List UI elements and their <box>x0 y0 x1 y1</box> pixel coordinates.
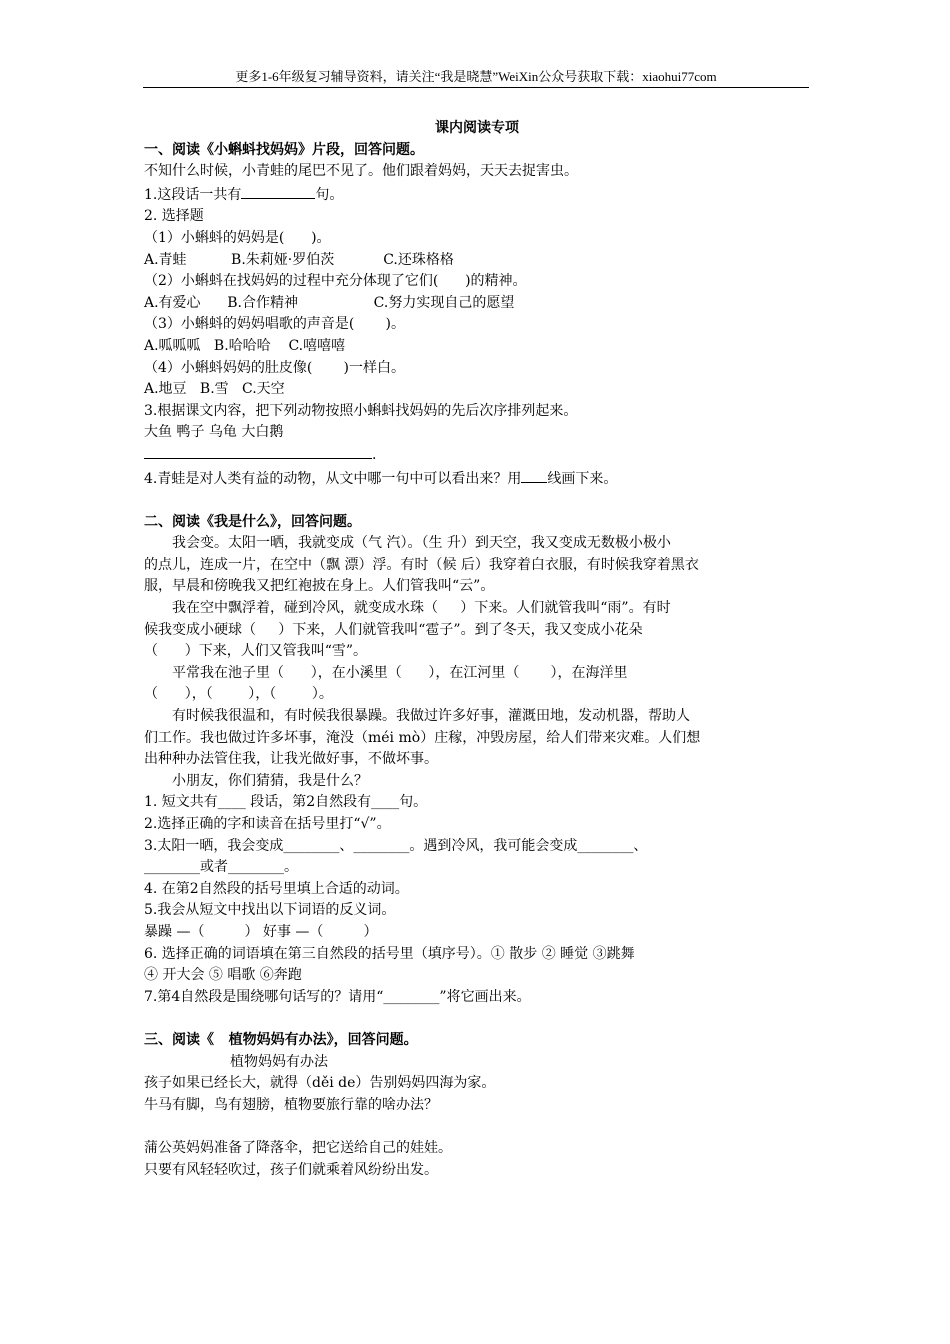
section1-q2-4-options: A.地豆 B.雪 C.天空 <box>144 381 285 398</box>
section1-q4 <box>144 467 810 491</box>
section1-q3: 3.根据课文内容，把下列动物按照小蝌蚪找妈妈的先后次序排列起来。 <box>144 402 578 419</box>
section2-p5: 小朋友，你们猜猜，我是什么？ <box>172 772 368 789</box>
section1-heading: 一、阅读《小蝌蚪找妈妈》片段，回答问题。 <box>144 141 424 158</box>
section2-p3-line1: 平常我在池子里（ ），在小溪里（ ），在江河里（ ），在海洋里 <box>172 664 628 681</box>
page-header: 更多1-6年级复习辅导资料，请关注“我是晓慧”WeiXin公众号获取下载：xiaohui77com <box>235 69 717 84</box>
section3-poem-title: 植物妈妈有办法 <box>230 1053 328 1070</box>
section2-p1-line1: 我会变。太阳一晒，我就变成（气 汽）。（生 升）到天空，我又变成无数极小极小 <box>172 535 671 552</box>
section1-q2-1-options: A.青蛙 B.朱莉娅·罗伯茨 C.还珠格格 <box>144 251 454 268</box>
section2-p2-line1: 我在空中飘浮着，碰到冷风，就变成水珠（ ）下来。人们就管我叫“雨”。有时 <box>172 600 671 617</box>
q4-prefix: 4.青蛙是对人类有益的动物，从文中哪一句中可以看出来？用 <box>144 470 522 487</box>
q1-blank[interactable] <box>241 183 315 199</box>
section3-poem-line3: 蒲公英妈妈准备了降落伞，把它送给自己的娃娃。 <box>144 1139 452 1156</box>
section1-q2-3-options: A.呱呱呱 B.哈哈哈 C.嘻嘻嘻 <box>144 337 346 354</box>
q1-prefix: 1.这段话一共有 <box>144 186 242 203</box>
section2-p3-line2: （ ），（ ），（ ）。 <box>144 686 333 703</box>
section2-p2-line3: （ ）下来，人们又管我叫“雪”。 <box>144 643 368 660</box>
section2-q3-line2: ________或者________。 <box>144 859 298 876</box>
section1-q2-2: （2）小蝌蚪在找妈妈的过程中充分体现了它们( )的精神。 <box>144 273 527 290</box>
page-title: 课内阅读专项 <box>435 120 519 136</box>
section1-passage: 不知什么时候，小青蛙的尾巴不见了。他们跟着妈妈，天天去捉害虫。 <box>144 163 578 180</box>
section2-heading: 二、阅读《我是什么》，回答问题。 <box>144 513 361 530</box>
section2-p4-line1: 有时候我很温和，有时候我很暴躁。我做过许多好事，灌溉田地，发动机器，帮助人 <box>172 708 690 725</box>
section2-q2: 2.选择正确的字和读音在括号里打“√”。 <box>144 816 391 832</box>
section3-poem-line4: 只要有风轻轻吹过，孩子们就乘着风纷纷出发。 <box>144 1161 438 1178</box>
section2-p2-line2: 候我变成小硬球（ ）下来，人们就管我叫“雹子”。到了冬天，我又变成小花朵 <box>144 621 643 638</box>
header-divider <box>143 87 809 88</box>
section1-q3-animals: 大鱼 鸭子 乌龟 大白鹅 <box>144 424 284 441</box>
section2-q5-words: 暴躁 —（ ） 好事 —（ ） <box>144 923 378 940</box>
section2-q6-line2: ④ 开大会 ⑤ 唱歌 ⑥奔跑 <box>144 967 302 984</box>
section1-q2-2-options: A.有爱心 B.合作精神 C.努力实现自己的愿望 <box>144 294 515 311</box>
section3-poem-line2: 牛马有脚，鸟有翅膀，植物要旅行靠的啥办法？ <box>144 1096 438 1113</box>
section1-q1 <box>144 183 810 207</box>
section2-q6-line1: 6. 选择正确的词语填在第三自然段的括号里（填序号）。① 散步 ② 睡觉 ③跳舞 <box>144 945 635 962</box>
section1-q2-4: （4）小蝌蚪妈妈的肚皮像( )一样白。 <box>144 359 405 376</box>
section3-poem-line1: 孩子如果已经长大，就得（děi de）告别妈妈四海为家。 <box>144 1075 496 1092</box>
section1-q2-1: （1）小蝌蚪的妈妈是( )。 <box>144 229 331 246</box>
section2-p4-line2: 们工作。我也做过许多坏事，淹没（méi mò）庄稼，冲毁房屋，给人们带来灾难。人们想 <box>144 729 701 746</box>
section2-p1-line3: 服，早晨和傍晚我又把红袍披在身上。人们管我叫“云”。 <box>144 578 495 595</box>
q4-suffix: 线画下来。 <box>547 470 618 487</box>
q3-answer-blank[interactable] <box>144 444 372 459</box>
section2-q5: 5.我会从短文中找出以下词语的反义词。 <box>144 902 396 919</box>
section2-q3-line1: 3.太阳一晒，我会变成________、________。遇到冷风，我可能会变成________、 <box>144 837 648 854</box>
section2-q7: 7.第4自然段是围绕哪句话写的？请用“________”将它画出来。 <box>144 988 531 1005</box>
q4-line-sample <box>521 467 547 483</box>
section2-p1-line2: 的点儿，连成一片，在空中（飘 漂）浮。有时（候 后）我穿着白衣服，有时候我穿着黑衣 <box>144 556 699 573</box>
section1-q2-3: （3）小蝌蚪的妈妈唱歌的声音是( )。 <box>144 316 405 333</box>
section2-q4: 4. 在第2自然段的括号里填上合适的动词。 <box>144 880 409 897</box>
section2-q1: 1. 短文共有____ 段话，第2自然段有____句。 <box>144 794 428 811</box>
section3-heading: 三、阅读《 植物妈妈有办法》，回答问题。 <box>144 1031 418 1048</box>
document-body <box>144 118 810 1181</box>
section1-q3-answer-line: . <box>144 444 810 467</box>
section2-p4-line3: 出种种办法管住我，让我光做好事，不做坏事。 <box>144 751 438 768</box>
q1-suffix: 句。 <box>315 186 344 203</box>
section1-q2: 2. 选择题 <box>144 208 204 225</box>
